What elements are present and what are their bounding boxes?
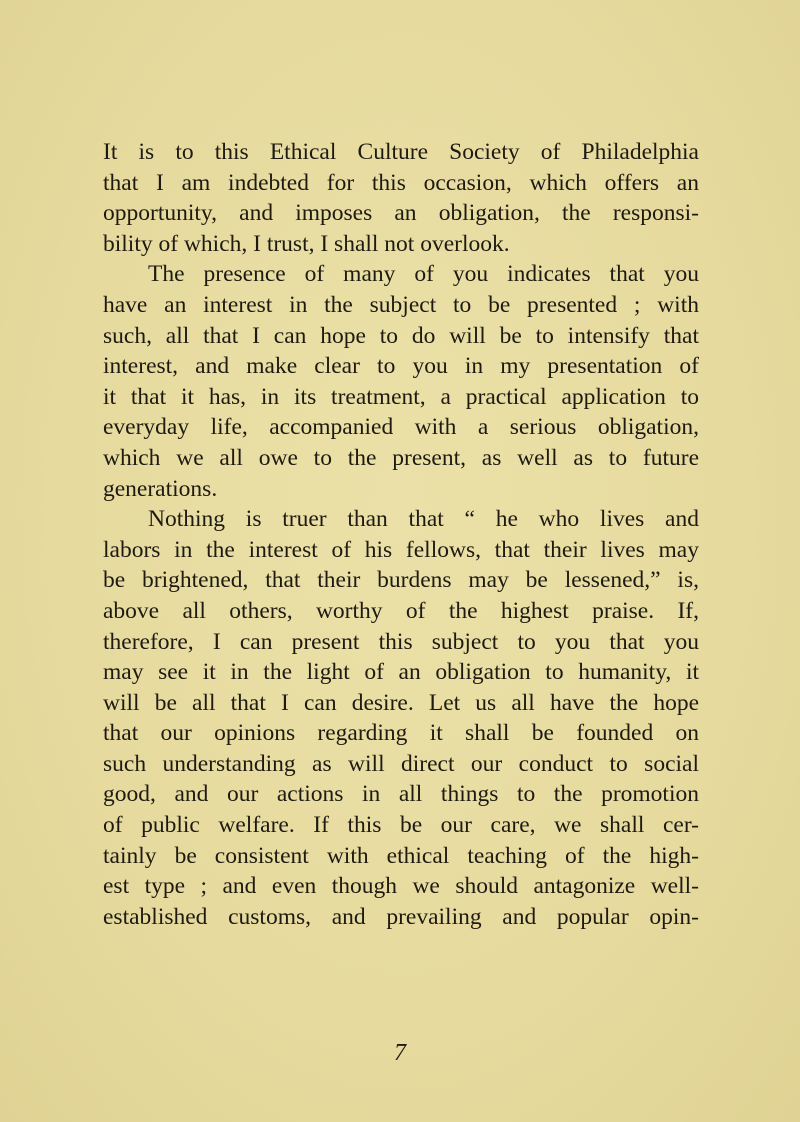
text-line: generations.	[103, 475, 218, 502]
text-line: Nothing is truer than that “ he who lives and	[148, 506, 699, 533]
text-line: therefore, I can present this subject to you that you	[103, 628, 699, 655]
text-line: have an interest in the subject to be presented ; with	[103, 291, 699, 318]
page-number: 7	[394, 1040, 406, 1066]
paragraph	[103, 504, 699, 932]
text-line: such, all that I can hope to do will be to intensify that	[103, 322, 699, 349]
text-line: that our opinions regarding it shall be founded on	[103, 720, 699, 747]
text-line: be brightened, that their burdens may be lessened,” is,	[103, 567, 699, 594]
text-line: good, and our actions in all things to the promotion	[103, 781, 699, 808]
text-line: it that it has, in its treatment, a practical application to	[103, 383, 699, 410]
text-line: which we all owe to the present, as well as to future	[103, 444, 699, 471]
text-line: everyday life, accompanied with a serious obligation,	[103, 414, 699, 441]
text-line: such understanding as will direct our conduct to social	[103, 750, 699, 777]
text-line: opportunity, and imposes an obligation, the responsi-	[103, 200, 699, 227]
text-line: interest, and make clear to you in my presentation of	[103, 353, 699, 380]
paragraph	[103, 259, 699, 504]
text-line: of public welfare. If this be our care, we shall cer-	[103, 812, 699, 839]
text-line: It is to this Ethical Culture Society of Philadelphia	[103, 139, 699, 165]
text-line: bility of which, I trust, I shall not overlook.	[103, 230, 510, 257]
text-line: that I am indebted for this occasion, which offers an	[103, 169, 699, 196]
text-line: above all others, worthy of the highest praise. If,	[103, 597, 699, 624]
body-text	[103, 137, 699, 932]
text-line: tainly be consistent with ethical teaching of the high-	[103, 842, 699, 869]
text-line: est type ; and even though we should antagonize well-	[103, 873, 699, 900]
text-line: The presence of many of you indicates that you	[148, 261, 699, 288]
paragraph	[103, 137, 699, 259]
text-line: established customs, and prevailing and popular opin-	[103, 903, 699, 930]
text-line: labors in the interest of his fellows, that their lives may	[103, 536, 699, 563]
text-line: will be all that I can desire. Let us all have the hope	[103, 689, 699, 716]
text-line: may see it in the light of an obligation to humanity, it	[103, 659, 699, 686]
